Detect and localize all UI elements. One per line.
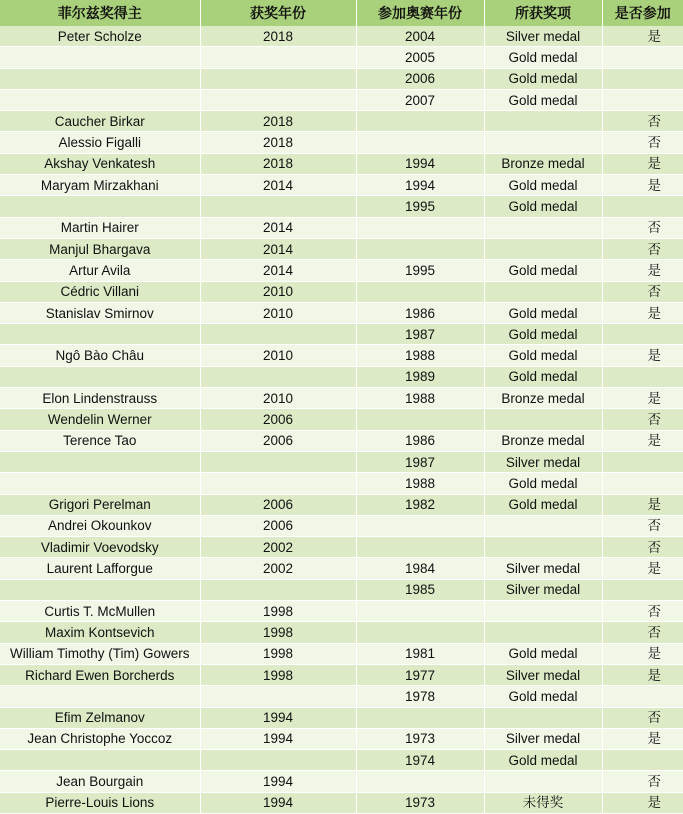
winner-cell: Alessio Figalli xyxy=(0,132,200,153)
table-row xyxy=(0,707,683,728)
participated-cell: 是 xyxy=(602,153,683,174)
participated-cell: 否 xyxy=(602,537,683,558)
medal-cell xyxy=(484,707,602,728)
table-row xyxy=(0,643,683,664)
participated-cell: 是 xyxy=(602,302,683,323)
table-row xyxy=(0,771,683,792)
winner-cell: Terence Tao xyxy=(0,430,200,451)
olympiad-year-cell: 1977 xyxy=(356,664,484,685)
table-row xyxy=(0,473,683,494)
winner-cell: William Timothy (Tim) Gowers xyxy=(0,643,200,664)
olympiad-year-cell xyxy=(356,238,484,259)
winner-cell: Caucher Birkar xyxy=(0,111,200,132)
award-year-cell: 2018 xyxy=(200,153,356,174)
winner-cell: Pierre-Louis Lions xyxy=(0,792,200,813)
medal-cell: Gold medal xyxy=(484,175,602,196)
table-row xyxy=(0,111,683,132)
olympiad-year-cell: 1973 xyxy=(356,792,484,813)
participated-cell xyxy=(602,89,683,110)
participated-cell xyxy=(602,750,683,771)
participated-cell xyxy=(602,451,683,472)
winner-cell xyxy=(0,451,200,472)
olympiad-year-cell xyxy=(356,601,484,622)
olympiad-year-cell xyxy=(356,515,484,536)
medal-cell: Gold medal xyxy=(484,68,602,89)
table-row xyxy=(0,686,683,707)
olympiad-year-cell xyxy=(356,217,484,238)
olympiad-year-cell xyxy=(356,622,484,643)
table-row xyxy=(0,622,683,643)
participated-cell: 是 xyxy=(602,494,683,515)
table-row xyxy=(0,750,683,771)
award-year-cell: 2006 xyxy=(200,430,356,451)
table-header xyxy=(0,0,683,26)
medal-cell xyxy=(484,771,602,792)
award-year-cell: 2018 xyxy=(200,111,356,132)
table-row xyxy=(0,388,683,409)
award-year-cell xyxy=(200,324,356,345)
winner-cell: Andrei Okounkov xyxy=(0,515,200,536)
award-year-cell: 1998 xyxy=(200,643,356,664)
table-row xyxy=(0,601,683,622)
olympiad-year-cell: 1985 xyxy=(356,579,484,600)
olympiad-year-cell: 1989 xyxy=(356,366,484,387)
medal-cell: Silver medal xyxy=(484,451,602,472)
winner-cell: Artur Avila xyxy=(0,260,200,281)
medal-cell: Gold medal xyxy=(484,494,602,515)
table-row xyxy=(0,238,683,259)
participated-cell: 否 xyxy=(602,707,683,728)
table-row xyxy=(0,196,683,217)
table-row xyxy=(0,26,683,47)
medal-cell: 未得奖 xyxy=(484,792,602,813)
award-year-cell: 2010 xyxy=(200,388,356,409)
table-row xyxy=(0,451,683,472)
participated-cell: 否 xyxy=(602,238,683,259)
olympiad-year-cell: 1986 xyxy=(356,430,484,451)
medal-cell xyxy=(484,601,602,622)
participated-cell: 是 xyxy=(602,728,683,749)
participated-cell xyxy=(602,686,683,707)
award-year-cell: 2014 xyxy=(200,260,356,281)
medal-cell: Silver medal xyxy=(484,579,602,600)
award-year-cell xyxy=(200,750,356,771)
olympiad-year-cell: 2005 xyxy=(356,47,484,68)
header-olympiad-year: 参加奥赛年份 xyxy=(356,0,484,26)
participated-cell: 是 xyxy=(602,260,683,281)
medal-cell: Gold medal xyxy=(484,750,602,771)
table-row xyxy=(0,664,683,685)
award-year-cell: 1998 xyxy=(200,601,356,622)
award-year-cell xyxy=(200,579,356,600)
medal-cell xyxy=(484,409,602,430)
winner-cell: Jean Bourgain xyxy=(0,771,200,792)
award-year-cell: 1994 xyxy=(200,771,356,792)
award-year-cell: 2018 xyxy=(200,132,356,153)
award-year-cell xyxy=(200,89,356,110)
participated-cell: 是 xyxy=(602,430,683,451)
participated-cell: 否 xyxy=(602,515,683,536)
table-row xyxy=(0,132,683,153)
participated-cell: 是 xyxy=(602,664,683,685)
olympiad-year-cell xyxy=(356,707,484,728)
olympiad-year-cell xyxy=(356,111,484,132)
table-row xyxy=(0,345,683,366)
participated-cell: 是 xyxy=(602,792,683,813)
participated-cell xyxy=(602,68,683,89)
table-row xyxy=(0,302,683,323)
participated-cell xyxy=(602,196,683,217)
olympiad-year-cell: 1982 xyxy=(356,494,484,515)
table-row xyxy=(0,558,683,579)
award-year-cell: 2006 xyxy=(200,515,356,536)
medal-cell: Gold medal xyxy=(484,47,602,68)
table-row xyxy=(0,175,683,196)
olympiad-year-cell: 1987 xyxy=(356,451,484,472)
winner-cell xyxy=(0,196,200,217)
winner-cell xyxy=(0,47,200,68)
award-year-cell xyxy=(200,686,356,707)
table-row xyxy=(0,728,683,749)
winner-cell: Manjul Bhargava xyxy=(0,238,200,259)
participated-cell: 是 xyxy=(602,175,683,196)
medal-cell: Bronze medal xyxy=(484,388,602,409)
award-year-cell xyxy=(200,196,356,217)
winner-cell xyxy=(0,473,200,494)
winner-cell: Curtis T. McMullen xyxy=(0,601,200,622)
winner-cell: Maxim Kontsevich xyxy=(0,622,200,643)
olympiad-year-cell xyxy=(356,132,484,153)
medal-cell: Bronze medal xyxy=(484,430,602,451)
table-row xyxy=(0,89,683,110)
award-year-cell: 2010 xyxy=(200,281,356,302)
winner-cell: Richard Ewen Borcherds xyxy=(0,664,200,685)
winner-cell: Peter Scholze xyxy=(0,26,200,47)
olympiad-year-cell: 2006 xyxy=(356,68,484,89)
table-row xyxy=(0,494,683,515)
participated-cell: 否 xyxy=(602,771,683,792)
winner-cell xyxy=(0,366,200,387)
olympiad-year-cell: 1984 xyxy=(356,558,484,579)
award-year-cell: 1998 xyxy=(200,664,356,685)
table-row xyxy=(0,430,683,451)
olympiad-year-cell: 1986 xyxy=(356,302,484,323)
olympiad-year-cell: 2007 xyxy=(356,89,484,110)
table-row xyxy=(0,217,683,238)
winner-cell: Wendelin Werner xyxy=(0,409,200,430)
winner-cell xyxy=(0,324,200,345)
winner-cell: Jean Christophe Yoccoz xyxy=(0,728,200,749)
winner-cell xyxy=(0,686,200,707)
table-row xyxy=(0,409,683,430)
header-award-year: 获奖年份 xyxy=(200,0,356,26)
award-year-cell: 2014 xyxy=(200,238,356,259)
table-row xyxy=(0,260,683,281)
award-year-cell: 2014 xyxy=(200,175,356,196)
award-year-cell xyxy=(200,47,356,68)
winner-cell: Cédric Villani xyxy=(0,281,200,302)
participated-cell: 是 xyxy=(602,558,683,579)
medal-cell: Gold medal xyxy=(484,473,602,494)
medal-cell: Gold medal xyxy=(484,260,602,281)
participated-cell xyxy=(602,324,683,345)
header-medal: 所获奖项 xyxy=(484,0,602,26)
table-row xyxy=(0,366,683,387)
medal-cell: Gold medal xyxy=(484,366,602,387)
winner-cell: Martin Hairer xyxy=(0,217,200,238)
medal-cell: Silver medal xyxy=(484,664,602,685)
medal-cell: Gold medal xyxy=(484,324,602,345)
award-year-cell: 2018 xyxy=(200,26,356,47)
medal-cell xyxy=(484,132,602,153)
olympiad-year-cell: 1988 xyxy=(356,345,484,366)
olympiad-year-cell: 1974 xyxy=(356,750,484,771)
participated-cell: 否 xyxy=(602,111,683,132)
participated-cell: 否 xyxy=(602,217,683,238)
table-body xyxy=(0,26,683,813)
table-row xyxy=(0,324,683,345)
participated-cell: 是 xyxy=(602,26,683,47)
award-year-cell: 2002 xyxy=(200,558,356,579)
medal-cell: Gold medal xyxy=(484,89,602,110)
olympiad-year-cell xyxy=(356,281,484,302)
participated-cell: 是 xyxy=(602,345,683,366)
table-row xyxy=(0,68,683,89)
award-year-cell: 1994 xyxy=(200,707,356,728)
award-year-cell: 2010 xyxy=(200,302,356,323)
olympiad-year-cell: 1994 xyxy=(356,153,484,174)
table-row xyxy=(0,792,683,813)
medal-cell: Gold medal xyxy=(484,196,602,217)
olympiad-year-cell: 1995 xyxy=(356,260,484,281)
medal-cell xyxy=(484,111,602,132)
award-year-cell: 1998 xyxy=(200,622,356,643)
olympiad-year-cell: 1988 xyxy=(356,388,484,409)
award-year-cell xyxy=(200,473,356,494)
winner-cell: Efim Zelmanov xyxy=(0,707,200,728)
medal-cell: Silver medal xyxy=(484,728,602,749)
participated-cell xyxy=(602,473,683,494)
award-year-cell: 2006 xyxy=(200,494,356,515)
olympiad-year-cell: 1994 xyxy=(356,175,484,196)
header-participated: 是否参加 xyxy=(602,0,683,26)
participated-cell: 否 xyxy=(602,409,683,430)
medal-cell xyxy=(484,537,602,558)
medal-cell xyxy=(484,622,602,643)
award-year-cell xyxy=(200,451,356,472)
olympiad-year-cell: 1988 xyxy=(356,473,484,494)
winner-cell xyxy=(0,68,200,89)
medal-cell xyxy=(484,238,602,259)
participated-cell: 是 xyxy=(602,643,683,664)
participated-cell: 否 xyxy=(602,281,683,302)
table-row xyxy=(0,47,683,68)
award-year-cell xyxy=(200,68,356,89)
winner-cell: Laurent Lafforgue xyxy=(0,558,200,579)
participated-cell xyxy=(602,366,683,387)
medal-cell: Gold medal xyxy=(484,686,602,707)
participated-cell: 是 xyxy=(602,388,683,409)
olympiad-year-cell: 1987 xyxy=(356,324,484,345)
table-row xyxy=(0,537,683,558)
table-row xyxy=(0,153,683,174)
participated-cell xyxy=(602,579,683,600)
winner-cell xyxy=(0,750,200,771)
award-year-cell: 2010 xyxy=(200,345,356,366)
header-winner: 菲尔兹奖得主 xyxy=(0,0,200,26)
olympiad-year-cell xyxy=(356,771,484,792)
winner-cell: Elon Lindenstrauss xyxy=(0,388,200,409)
winner-cell xyxy=(0,89,200,110)
medal-cell xyxy=(484,515,602,536)
participated-cell: 否 xyxy=(602,622,683,643)
winner-cell: Maryam Mirzakhani xyxy=(0,175,200,196)
olympiad-year-cell: 2004 xyxy=(356,26,484,47)
olympiad-year-cell xyxy=(356,537,484,558)
table-row xyxy=(0,579,683,600)
medal-cell: Gold medal xyxy=(484,345,602,366)
olympiad-year-cell: 1995 xyxy=(356,196,484,217)
medal-cell: Gold medal xyxy=(484,643,602,664)
olympiad-year-cell: 1981 xyxy=(356,643,484,664)
table-row xyxy=(0,515,683,536)
olympiad-year-cell: 1978 xyxy=(356,686,484,707)
winner-cell: Grigori Perelman xyxy=(0,494,200,515)
award-year-cell: 2002 xyxy=(200,537,356,558)
winner-cell: Vladimir Voevodsky xyxy=(0,537,200,558)
medal-cell: Bronze medal xyxy=(484,153,602,174)
winner-cell: Stanislav Smirnov xyxy=(0,302,200,323)
award-year-cell xyxy=(200,366,356,387)
award-year-cell: 1994 xyxy=(200,792,356,813)
medal-cell: Silver medal xyxy=(484,26,602,47)
table-row xyxy=(0,281,683,302)
winner-cell: Ngô Bào Châu xyxy=(0,345,200,366)
olympiad-year-cell xyxy=(356,409,484,430)
medal-cell: Gold medal xyxy=(484,302,602,323)
participated-cell xyxy=(602,47,683,68)
medal-cell xyxy=(484,217,602,238)
medal-cell xyxy=(484,281,602,302)
winner-cell: Akshay Venkatesh xyxy=(0,153,200,174)
participated-cell: 否 xyxy=(602,601,683,622)
medal-cell: Silver medal xyxy=(484,558,602,579)
award-year-cell: 2014 xyxy=(200,217,356,238)
header-row xyxy=(0,0,683,26)
award-year-cell: 2006 xyxy=(200,409,356,430)
award-year-cell: 1994 xyxy=(200,728,356,749)
participated-cell: 否 xyxy=(602,132,683,153)
winner-cell xyxy=(0,579,200,600)
olympiad-year-cell: 1973 xyxy=(356,728,484,749)
